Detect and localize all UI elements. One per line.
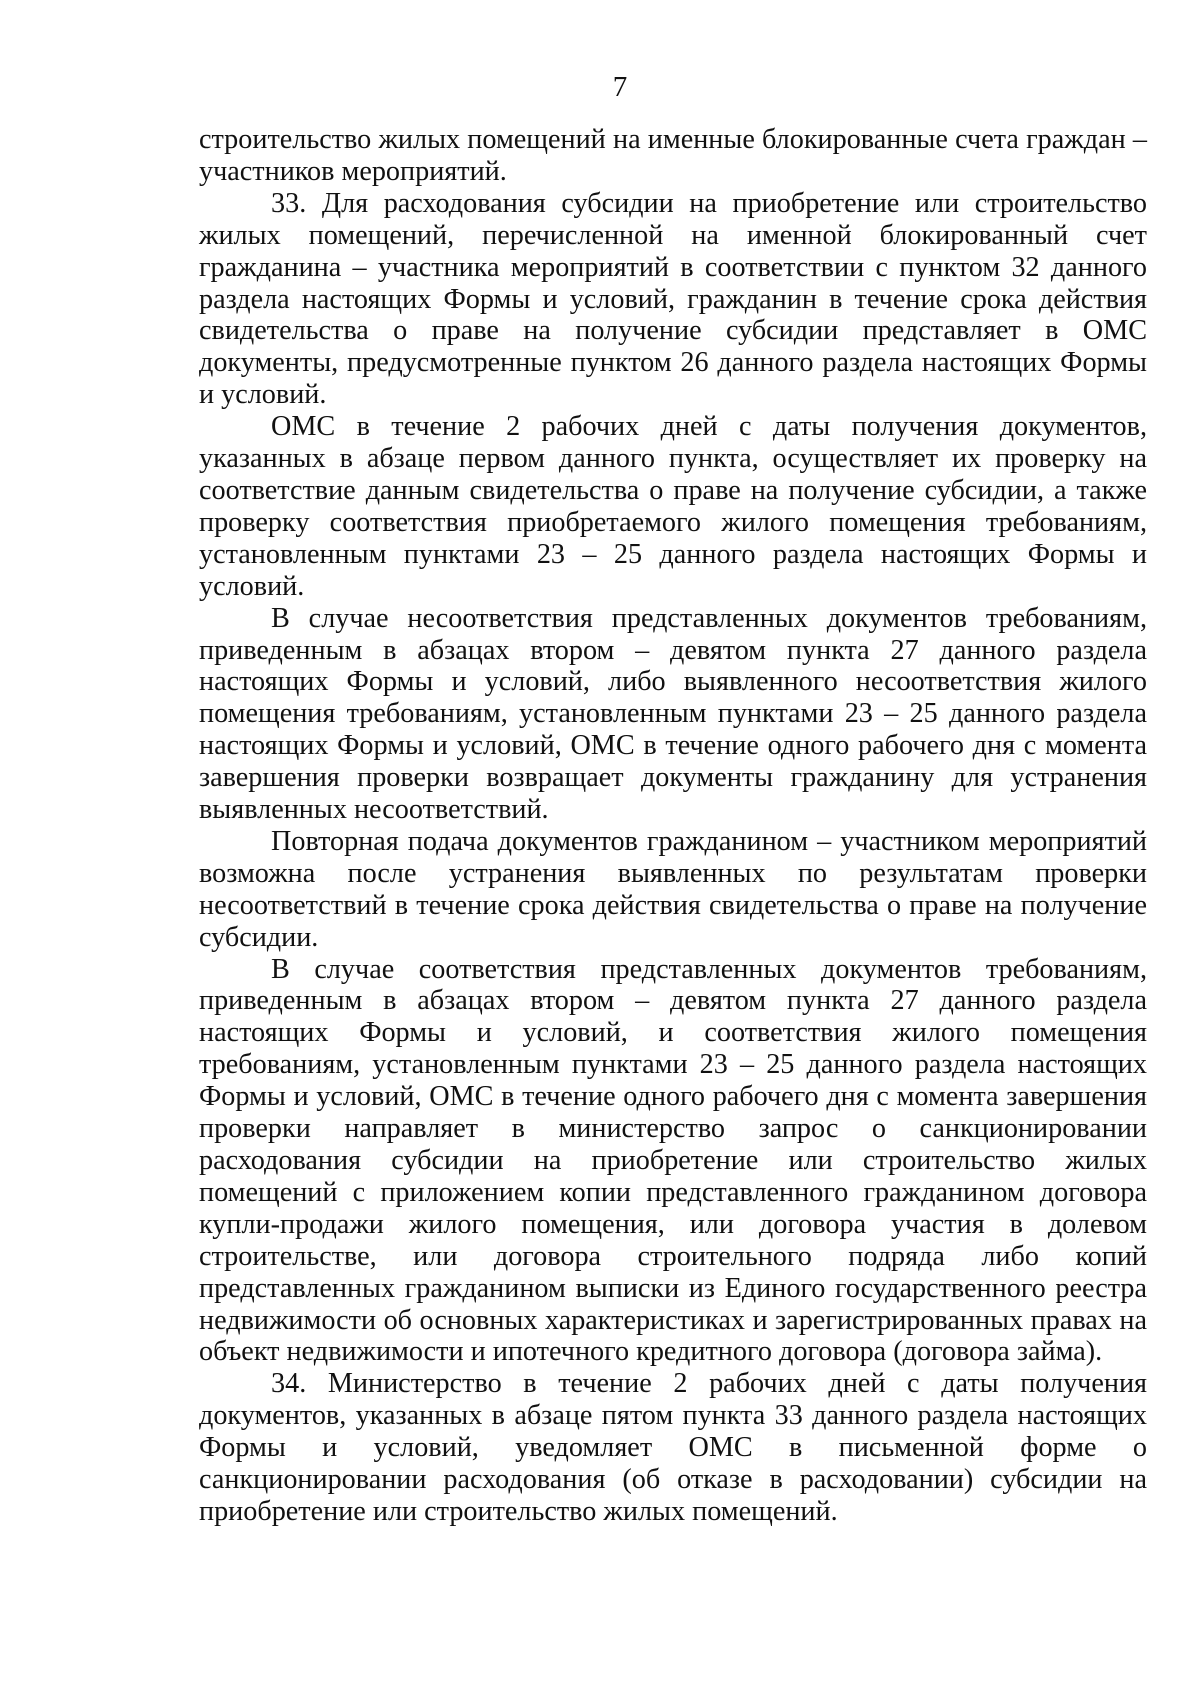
paragraph-oms-check: ОМС в течение 2 рабочих дней с даты получения документов, указанных в абзаце первом данного пункта, осуществляет их проверку на соответствие данным свидетельства о праве на получение субсидии, а также проверку соответствия приобретаемого жилого помещения требованиям, установленным пунктами 23 – 25 данного раздела настоящих Формы и условий. — [199, 411, 1147, 602]
paragraph-nonconformity: В случае несоответствия представленных документов требованиям, приведенным в абзацах втором – девятом пункта 27 данного раздела настоящих Формы и условий, либо выявленного несоответствия жилого помещения требованиям, установленным пунктами 23 – 25 данного раздела настоящих Формы и условий, ОМС в течение одного рабочего дня с момента завершения проверки возвращает документы гражданину для устранения выявленных несоответствий. — [199, 602, 1147, 826]
page-number: 7 — [612, 71, 628, 103]
paragraph-continuation: строительство жилых помещений на именные блокированные счета граждан – участников мероприятий. — [199, 124, 1147, 187]
paragraph-conformity: В случае соответствия представленных документов требованиям, приведенным в абзацах втором – девятом пункта 27 данного раздела настоящих Формы и условий, и соответствия жилого помещения требованиям, установленным пунктами 23 – 25 данного раздела настоящих Формы и условий, ОМС в течение одного рабочего дня с момента завершения проверки направляет в министерство запрос о санкционировании расходования субсидии на приобретение или строительство жилых помещений с приложением копии представленного гражданином договора купли-продажи жилого помещения, или договора участия в долевом строительстве, или договора строительного подряда либо копий представленных гражданином выписки из Единого государственного реестра недвижимости об основных характеристиках и зарегистрированных правах на объект недвижимости и ипотечного кредитного договора (договора займа). — [199, 953, 1147, 1368]
paragraph-item-33: 33. Для расходования субсидии на приобретение или строительство жилых помещений, перечисленной на именной блокированный счет гражданина – участника мероприятий в соответствии с пунктом 32 данного раздела настоящих Формы и условий, гражданин в течение срока действия свидетельства о праве на получение субсидии представляет в ОМС документы, предусмотренные пунктом 26 данного раздела настоящих Формы и условий. — [199, 187, 1147, 411]
document-body — [199, 124, 1147, 1528]
paragraph-item-34: 34. Министерство в течение 2 рабочих дней с даты получения документов, указанных в абзаце пятом пункта 33 данного раздела настоящих Формы и условий, уведомляет ОМС в письменной форме о санкционировании расходования (об отказе в расходовании) субсидии на приобретение или строительство жилых помещений. — [199, 1368, 1147, 1527]
paragraph-resubmission: Повторная подача документов гражданином – участником мероприятий возможна после устранения выявленных по результатам проверки несоответствий в течение срока действия свидетельства о праве на получение субсидии. — [199, 825, 1147, 953]
